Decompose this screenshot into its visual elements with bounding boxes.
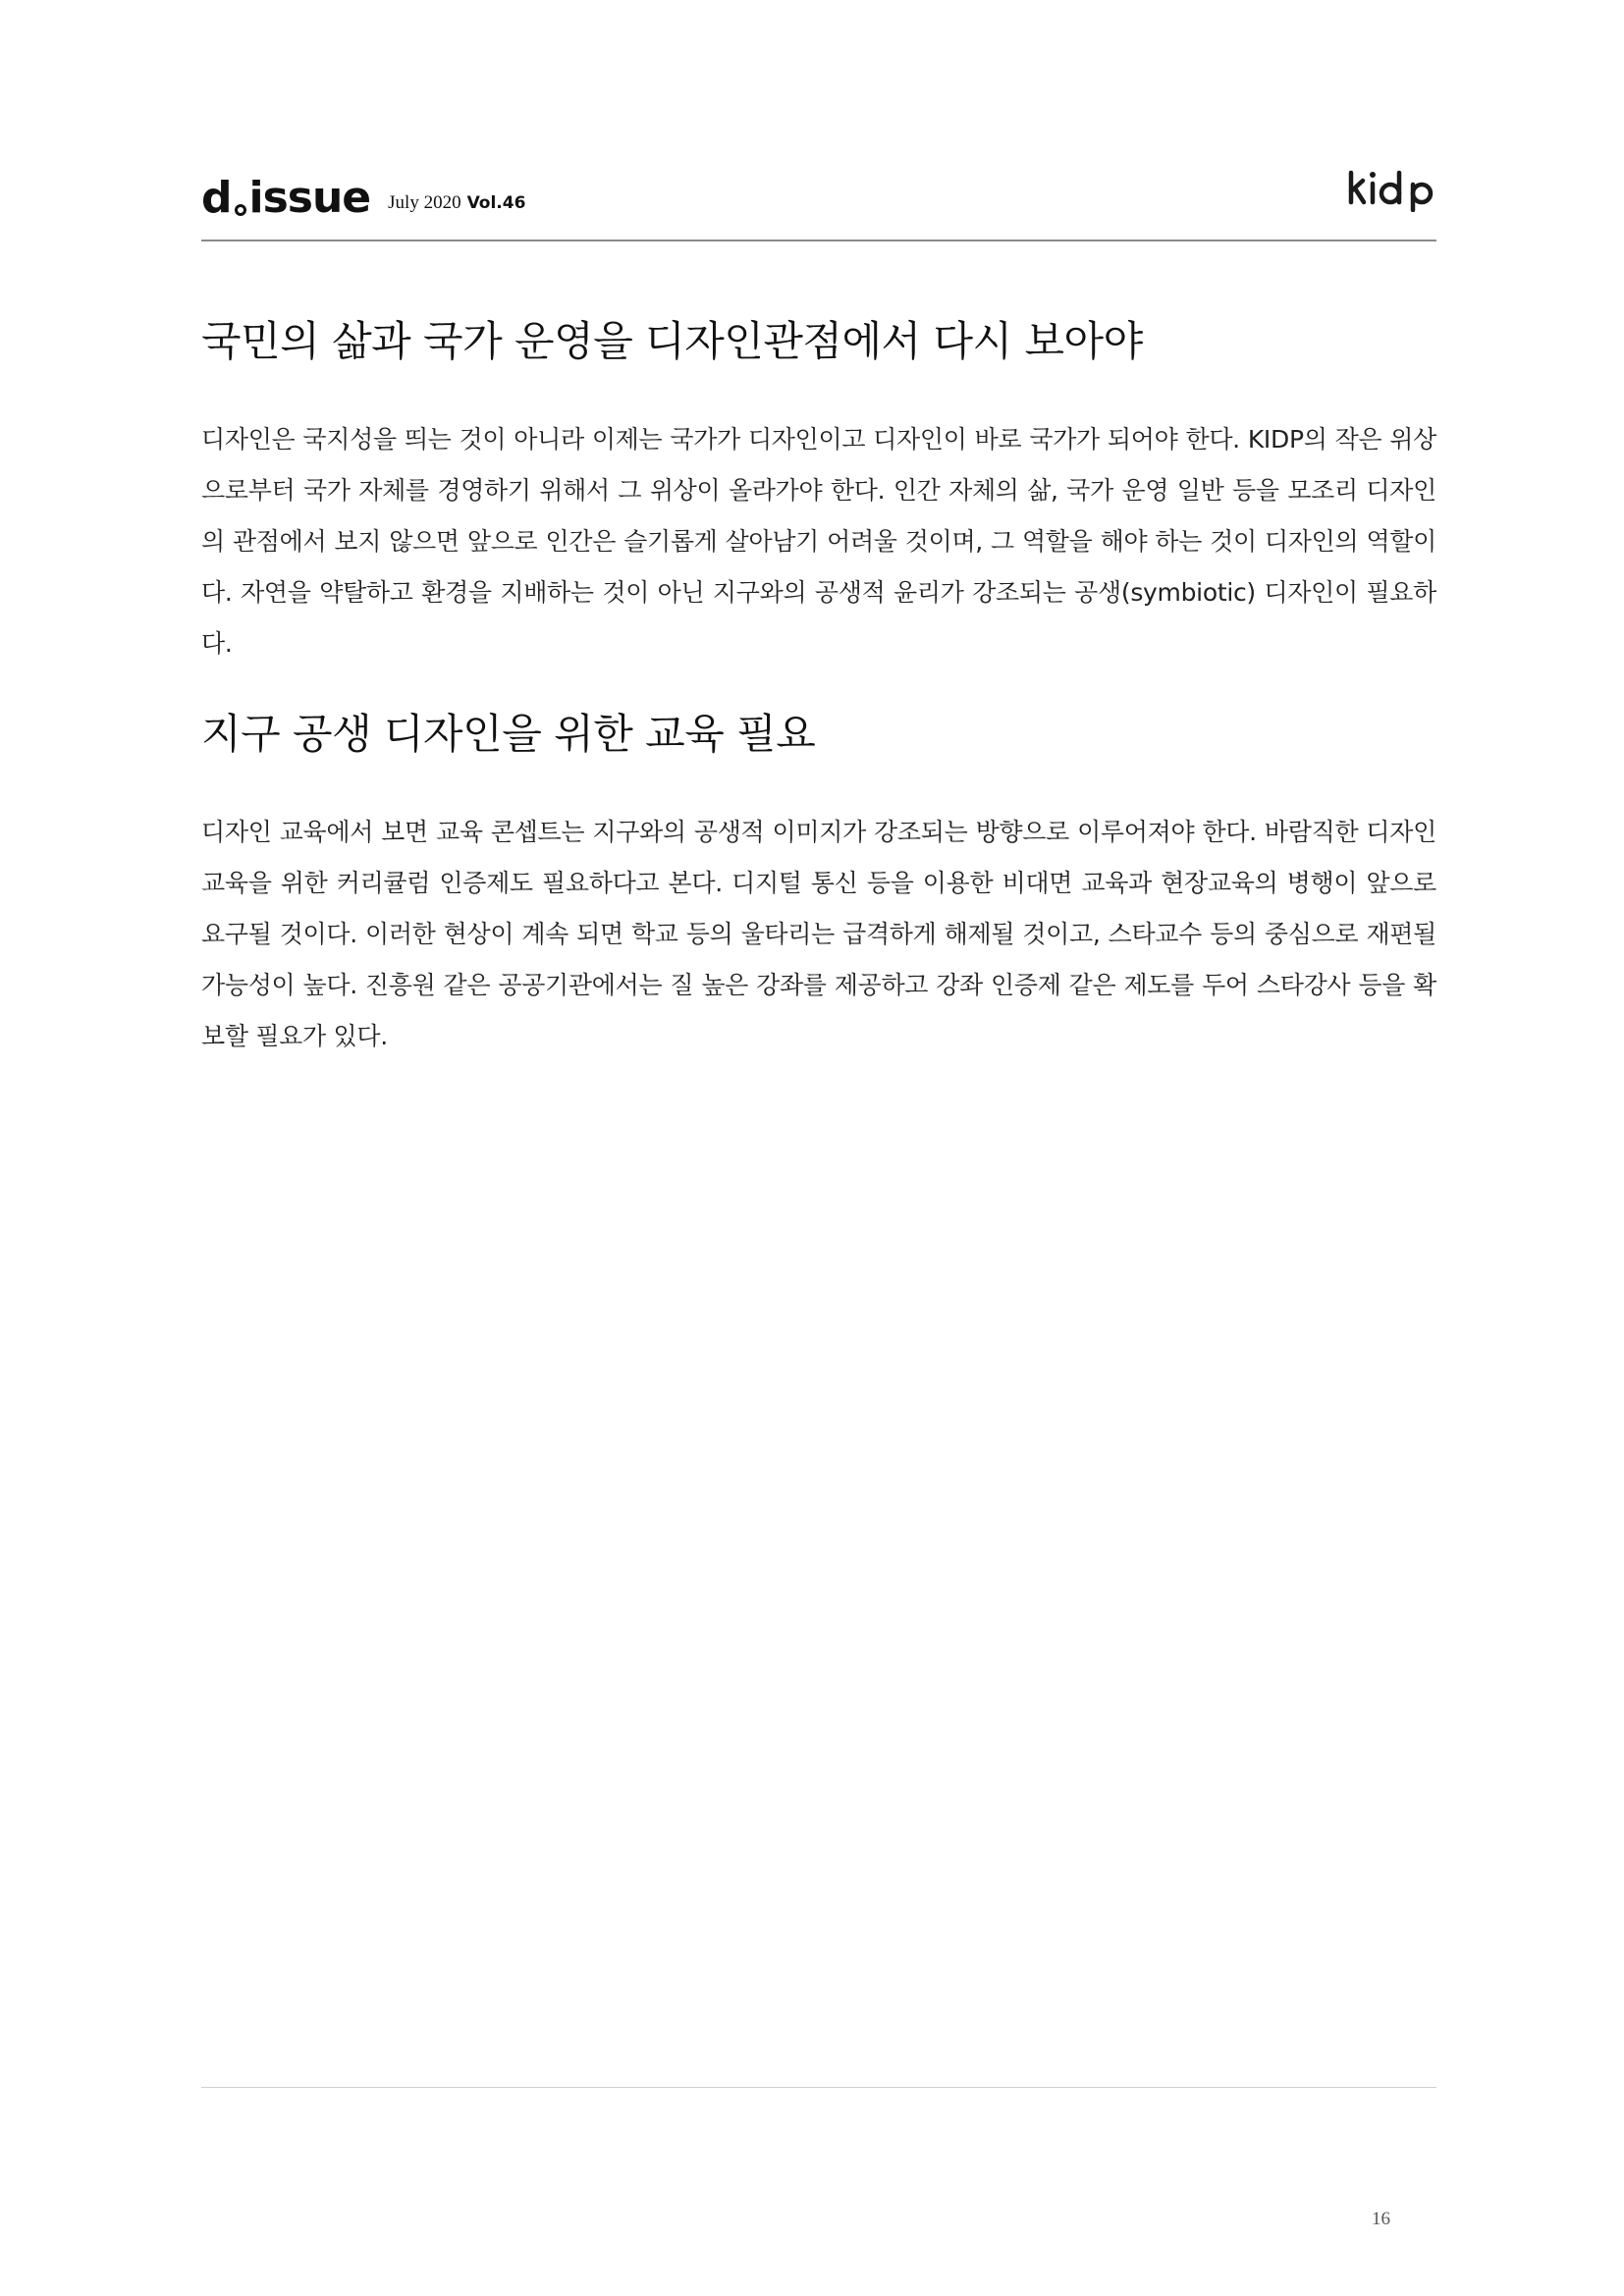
section-body-paragraph: 디자인 교육에서 보면 교육 콘셉트는 지구와의 공생적 이미지가 강조되는 방향으로 이루어져야 한다. 바람직한 디자인교육을 위한 커리큘럼 인증제도 필요하다고 본다. 디지털 통신 등을 이용한 비대면 교육과 현장교육의 병행이 앞으로 요구될 것이다. 이러한 현상이 계속 되면 학교 등의 울타리는 급격하게 해제될 것이고, 스타교수 등의 중심으로 재편될 가능성이 높다. 진흥원 같은 공공기관에서는 질 높은 강좌를 제공하고 강좌 인증제 같은 제도를 두어 스타강사 등을 확보할 필요가 있다. [201,818,1437,1050]
page-header [201,165,1436,241]
page-number: 16 [1372,2209,1390,2229]
dissue-logo [201,173,371,223]
section-symbiotic-design-education [201,705,1436,1062]
section-national-design-perspective [201,312,1436,669]
header-divider [201,240,1436,241]
section-heading: 지구 공생 디자인을 위한 교육 필요 [201,710,816,758]
issue-meta [388,192,525,214]
issue-date: July 2020 [388,192,461,213]
kidp-logo [1346,167,1436,216]
dissue-logo-issue: issue [248,173,371,223]
footer-divider [201,2087,1436,2088]
issue-volume: Vol.46 [466,193,526,213]
dissue-logo-dot-icon [235,204,246,216]
dissue-logo-d: d [201,173,232,223]
section-heading: 국민의 삶과 국가 운영을 디자인관점에서 다시 보아야 [201,317,1143,365]
kidp-logo-icon [1346,167,1436,212]
publication-masthead [201,165,526,223]
section-body-paragraph: 디자인은 국지성을 띄는 것이 아니라 이제는 국가가 디자인이고 디자인이 바로 국가가 되어야 한다. KIDP의 작은 위상으로부터 국가 자체를 경영하기 위해서 그 위상이 올라가야 한다. 인간 자체의 삶, 국가 운영 일반 등을 모조리 디자인의 관점에서 보지 않으면 앞으로 인간은 슬기롭게 살아남기 어려울 것이며, 그 역할을 해야 하는 것이 디자인의 역할이다. 자연을 약탈하고 환경을 지배하는 것이 아닌 지구와의 공생적 윤리가 강조되는 공생(symbiotic) 디자인이 필요하다. [201,425,1436,658]
